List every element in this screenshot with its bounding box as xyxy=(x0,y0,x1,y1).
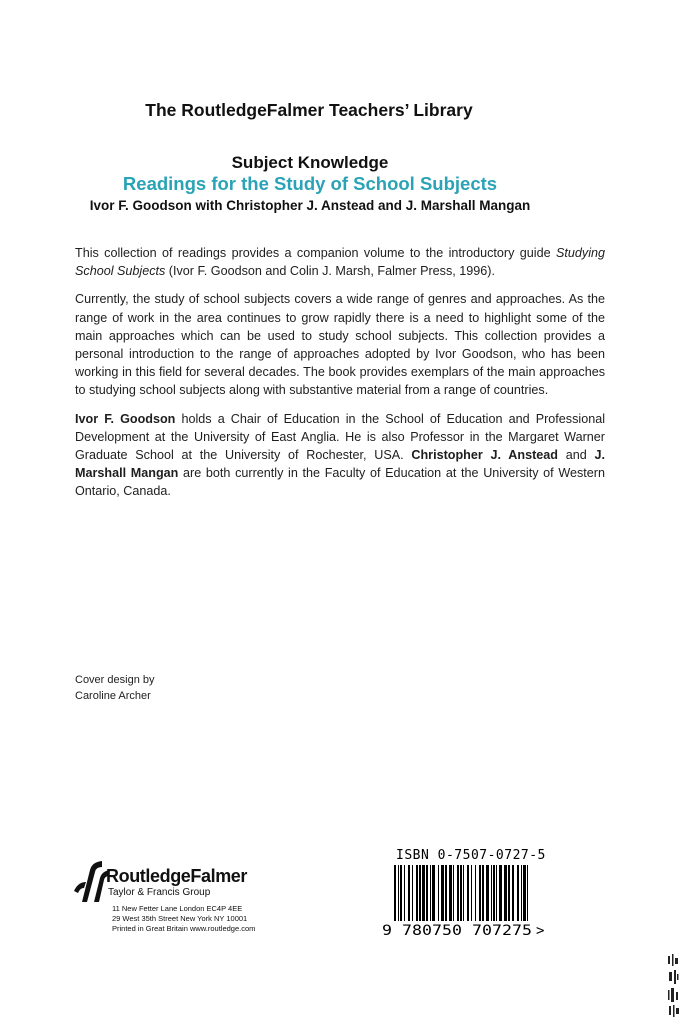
blurb xyxy=(75,244,605,511)
barcode-bar xyxy=(523,865,526,921)
barcode-bars xyxy=(394,865,528,921)
address-line: 29 West 35th Street New York NY 10001 xyxy=(112,914,248,923)
barcode-digits: 9 780750 707275 xyxy=(382,923,532,937)
barcode-bar xyxy=(499,865,502,921)
barcode-bar xyxy=(457,865,459,921)
barcode-bar xyxy=(508,865,510,921)
barcode-bar xyxy=(504,865,507,921)
barcode-bar xyxy=(430,865,431,921)
barcode-bar xyxy=(496,865,497,921)
barcode-bar xyxy=(416,865,418,921)
address-line: 11 New Fetter Lane London EC4P 4EE xyxy=(112,904,243,913)
barcode-bar xyxy=(517,865,519,921)
barcode-bar xyxy=(453,865,454,921)
blurb-p1-suffix: (Ivor F. Goodson and Colin J. Marsh, Falmer Press, 1996). xyxy=(165,264,495,279)
barcode-bar xyxy=(467,865,469,921)
blurb-p3-text-2: and xyxy=(557,448,595,463)
barcode-bar xyxy=(486,865,489,921)
cover-credit-line-2: Caroline Archer xyxy=(75,690,151,702)
barcode-bar xyxy=(521,865,522,921)
barcode-bar xyxy=(422,865,425,921)
barcode-bar xyxy=(441,865,444,921)
blurb-paragraph-3 xyxy=(75,410,605,501)
barcode-bar xyxy=(419,865,421,921)
blurb-p1-prefix: This collection of readings provides a companion volume to the introductory guide xyxy=(75,246,556,260)
blurb-paragraph-1 xyxy=(75,244,605,280)
book-authors: Ivor F. Goodson with Christopher J. Anstead and J. Marshall Mangan xyxy=(89,198,531,213)
barcode-bar xyxy=(463,865,464,921)
barcode-bar xyxy=(475,865,476,921)
barcode-bar xyxy=(426,865,428,921)
barcode-bar xyxy=(394,865,396,921)
isbn-label: ISBN 0-7507-0727-5 xyxy=(396,848,546,863)
barcode-bar xyxy=(460,865,462,921)
barcode-bar xyxy=(400,865,402,921)
cover-credit xyxy=(75,672,155,704)
barcode-bar xyxy=(493,865,495,921)
barcode-bar xyxy=(527,865,528,921)
publisher-address xyxy=(112,904,255,934)
barcode-end-mark: > xyxy=(536,923,545,937)
barcode-bar xyxy=(512,865,514,921)
barcode xyxy=(380,865,548,937)
book-subtitle: Readings for the Study of School Subjects xyxy=(122,173,498,194)
author-name-mangan: J. Marshall Mangan xyxy=(75,448,606,481)
barcode-bar xyxy=(479,865,481,921)
barcode-bar xyxy=(482,865,484,921)
blurb-p3-text-3: are both currently in the Faculty of Education at the University of Western Ontario, Canada. xyxy=(75,466,606,499)
barcode-bar xyxy=(408,865,410,921)
edge-stripe-decoration xyxy=(667,950,680,1020)
author-name-goodson: Ivor F. Goodson xyxy=(75,411,176,426)
barcode-bar xyxy=(398,865,399,921)
blurb-paragraph-2: Currently, the study of school subjects covers a wide range of genres and approaches. As the range of work in the area continues to grow rapidly there is a need to highlight some of the main approaches which can be used to study school subjects. This collection provides a personal introduction to the range of approaches adopted by Ivor Goodson, who has been working in this field for several decades. The book provides exemplars of the main approaches to studying school subjects along with substantive material from a range of countries. xyxy=(75,292,605,398)
book-title: Subject Knowledge xyxy=(231,153,389,172)
author-name-anstead: Christopher J. Anstead xyxy=(411,448,558,463)
blurb-p3-text-1: holds a Chair of Education in the School of Education and Professional Development at the University of East Anglia. He is also Professor in the Margaret Warner Graduate School at the University of Rochester, USA. xyxy=(75,411,606,463)
cover-credit-line-1: Cover design by xyxy=(75,674,155,686)
barcode-bar xyxy=(412,865,413,921)
barcode-bar xyxy=(491,865,492,921)
address-line: Printed in Great Britain www.routledge.com xyxy=(112,924,256,933)
barcode-bar xyxy=(445,865,447,921)
publisher-name: RoutledgeFalmer xyxy=(106,866,248,886)
barcode-bar xyxy=(404,865,405,921)
series-title: The RoutledgeFalmer Teachers’ Library xyxy=(145,100,473,120)
barcode-bar xyxy=(432,865,435,921)
barcode-bar xyxy=(471,865,472,921)
barcode-bar xyxy=(449,865,452,921)
companion-book-title: Studying School Subjects xyxy=(75,246,605,279)
barcode-bar xyxy=(438,865,439,921)
publisher-group: Taylor & Francis Group xyxy=(108,887,211,898)
